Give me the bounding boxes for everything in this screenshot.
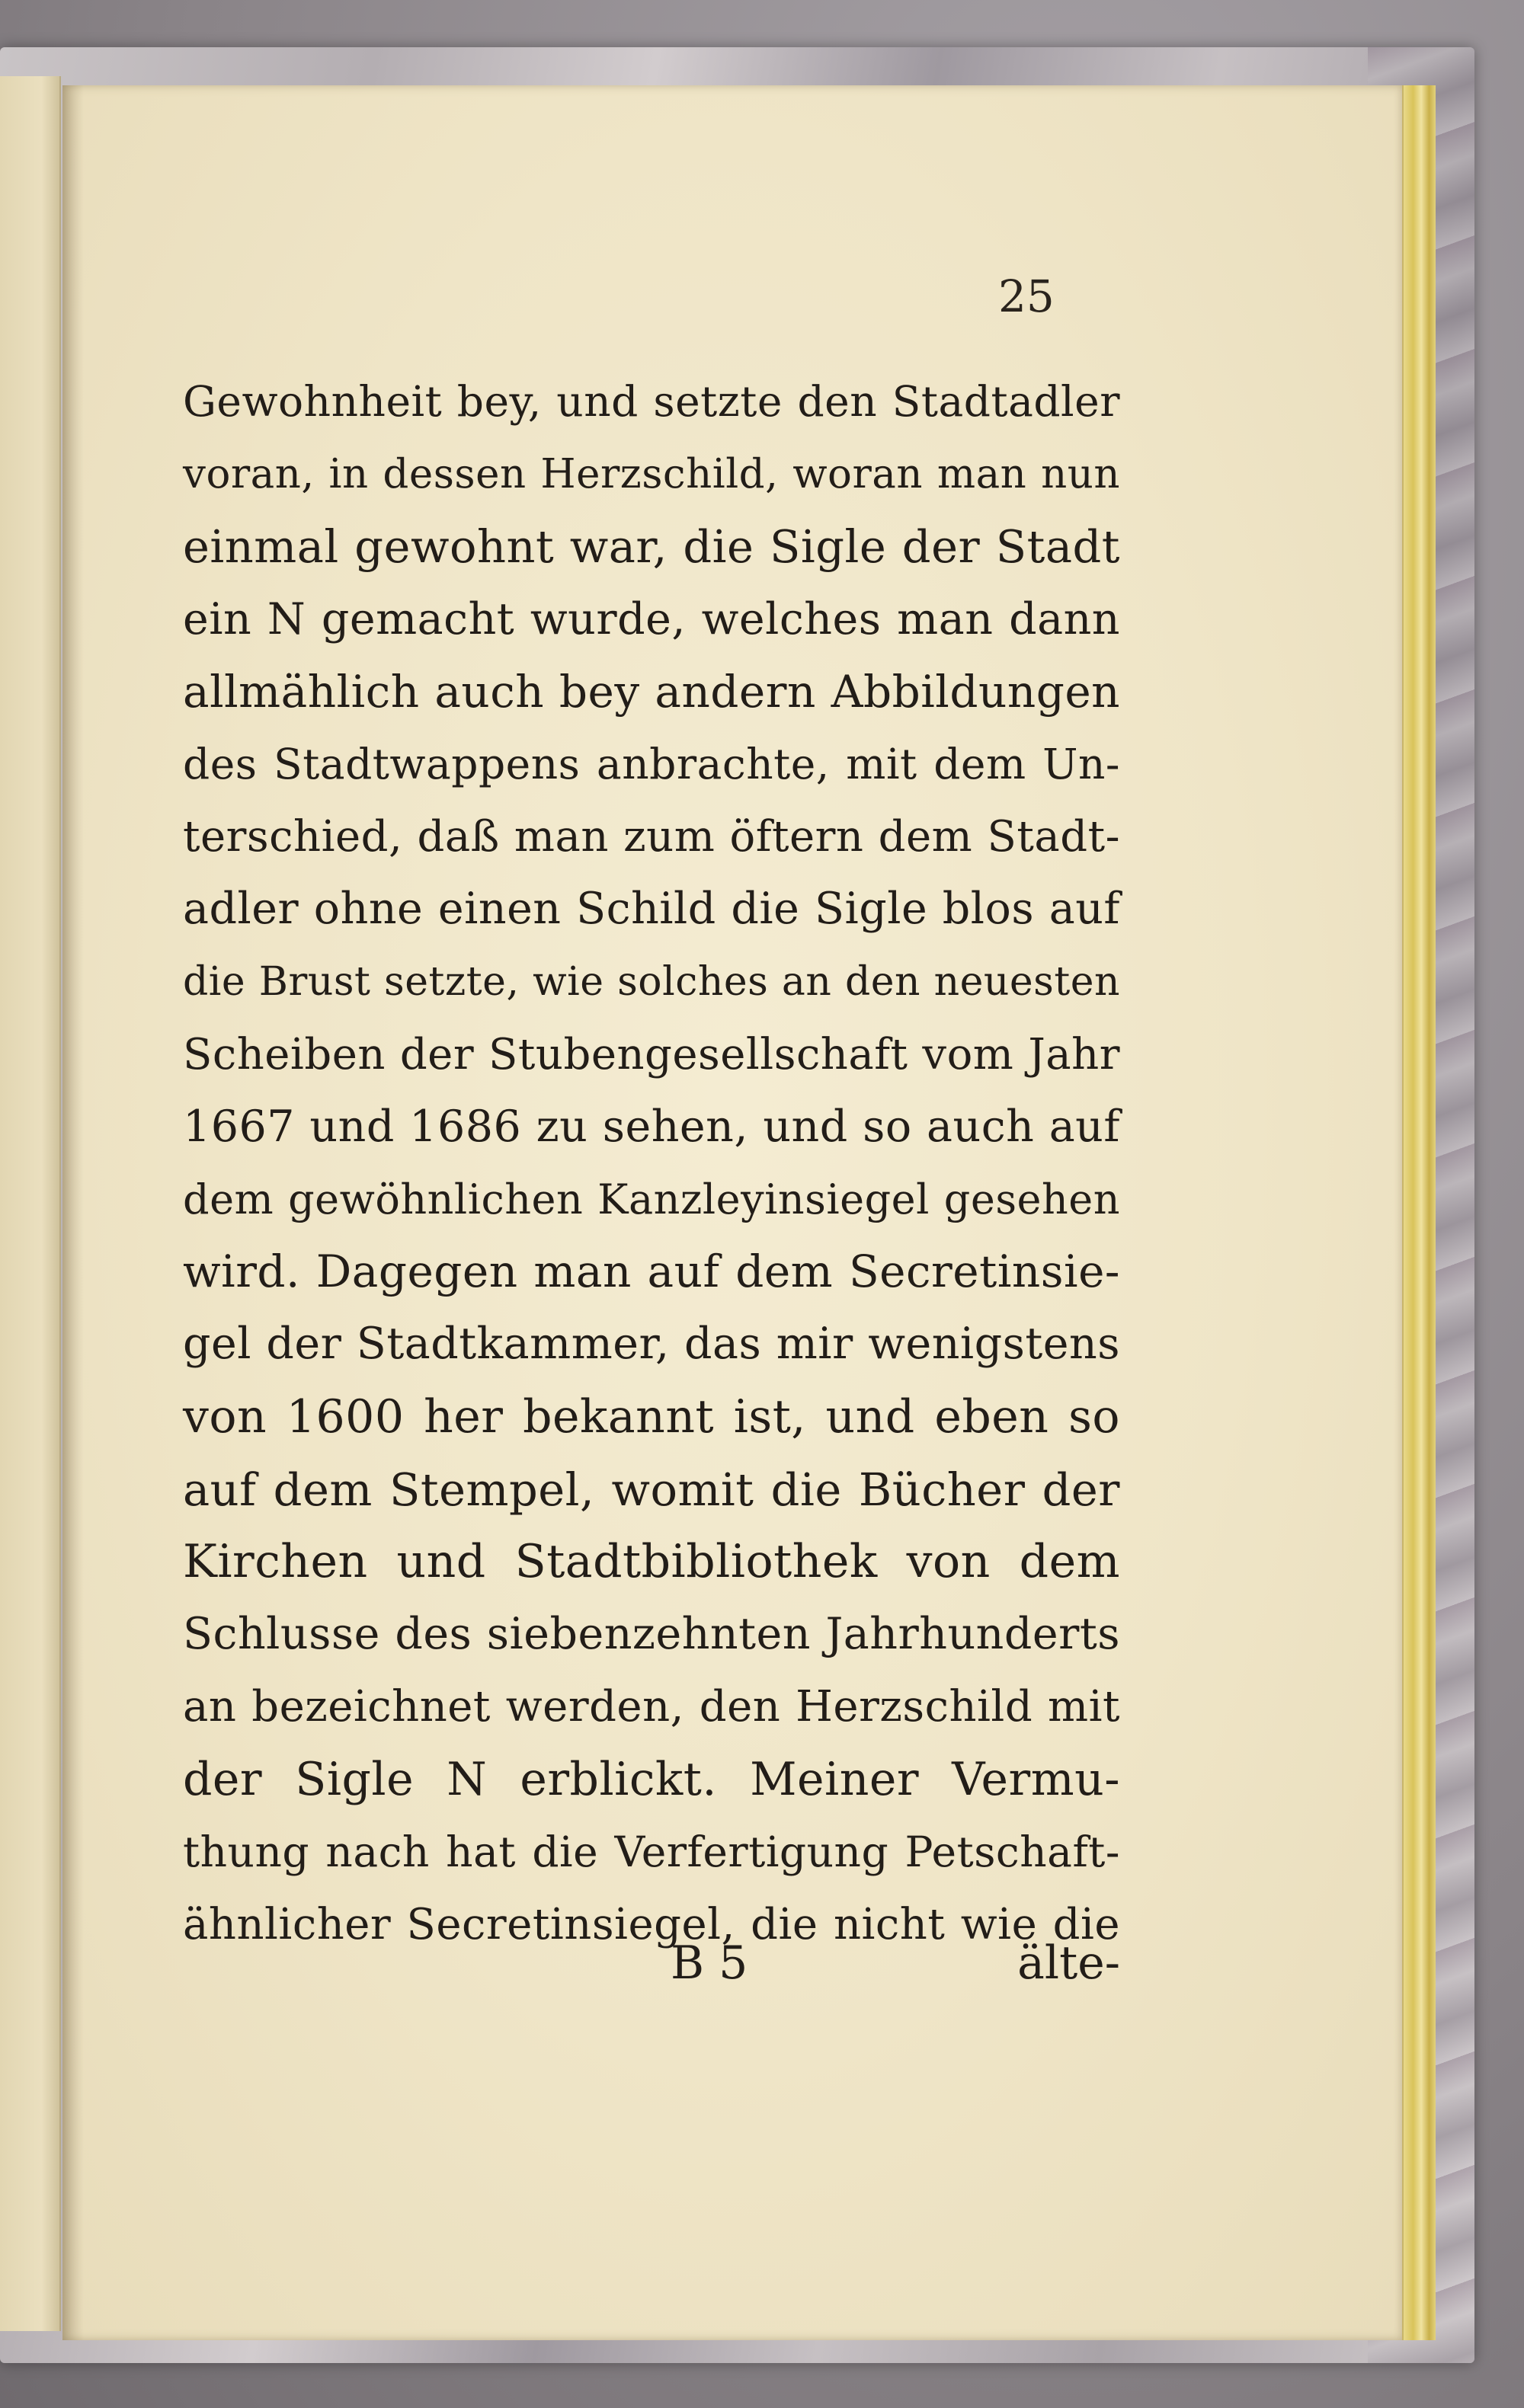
text-line: Schlusse des siebenzehnten Jahrhunderts	[183, 1609, 1120, 1660]
text-line: einmal gewohnt war, die Sigle der Stadt	[183, 520, 1120, 574]
text-line: auf dem Stempel, womit die Bücher der	[183, 1463, 1120, 1516]
text-line: 1667 und 1686 zu sehen, und so auch auf	[183, 1101, 1120, 1152]
text-line: Gewohnheit bey, und setzte den Stadtadler	[183, 377, 1120, 426]
text-line: gel der Stadtkammer, das mir wenigstens	[183, 1319, 1120, 1370]
previous-page-edge	[0, 76, 61, 2331]
text-line: die Brust setzte, wie solches an den neuesten	[183, 958, 1120, 1005]
text-line: der Sigle N erblickt. Meiner Vermu-	[183, 1752, 1120, 1806]
text-line: von 1600 her bekannt ist, und eben so	[183, 1389, 1120, 1444]
page-number: 25	[998, 270, 1055, 322]
text-line: adler ohne einen Schild die Sigle blos auf	[183, 884, 1120, 935]
gilt-page-edge	[1402, 85, 1436, 2340]
text-line: terschied, daß man zum öftern dem Stadt-	[183, 812, 1120, 862]
body-text	[183, 366, 1120, 1961]
text-line: Scheiben der Stubengesellschaft vom Jahr	[183, 1029, 1120, 1079]
text-line: des Stadtwappens anbrachte, mit dem Un-	[183, 739, 1120, 788]
text-line: wird. Dagegen man auf dem Secretinsie-	[183, 1246, 1120, 1298]
text-line: ähnlicher Secretinsiegel, die nicht wie die	[183, 1899, 1120, 1949]
signature-mark: B 5	[671, 1936, 748, 1990]
page-footer	[183, 1936, 1120, 2005]
text-line: ein N gemacht wurde, welches man dann	[183, 593, 1120, 644]
gutter-shadow	[62, 85, 84, 2340]
text-line: an bezeichnet werden, den Herzschild mit	[183, 1682, 1120, 1732]
text-line: thung nach hat die Verfertigung Petschaft-	[183, 1827, 1120, 1876]
text-line: allmählich auch bey andern Abbildungen	[183, 665, 1120, 718]
text-line: Kirchen und Stadtbibliothek von dem	[183, 1535, 1120, 1588]
text-line: voran, in dessen Herzschild, woran man nun	[183, 451, 1120, 498]
catchword: älte-	[1017, 1936, 1120, 1990]
text-line: dem gewöhnlichen Kanzleyinsiegel gesehen	[183, 1175, 1120, 1224]
